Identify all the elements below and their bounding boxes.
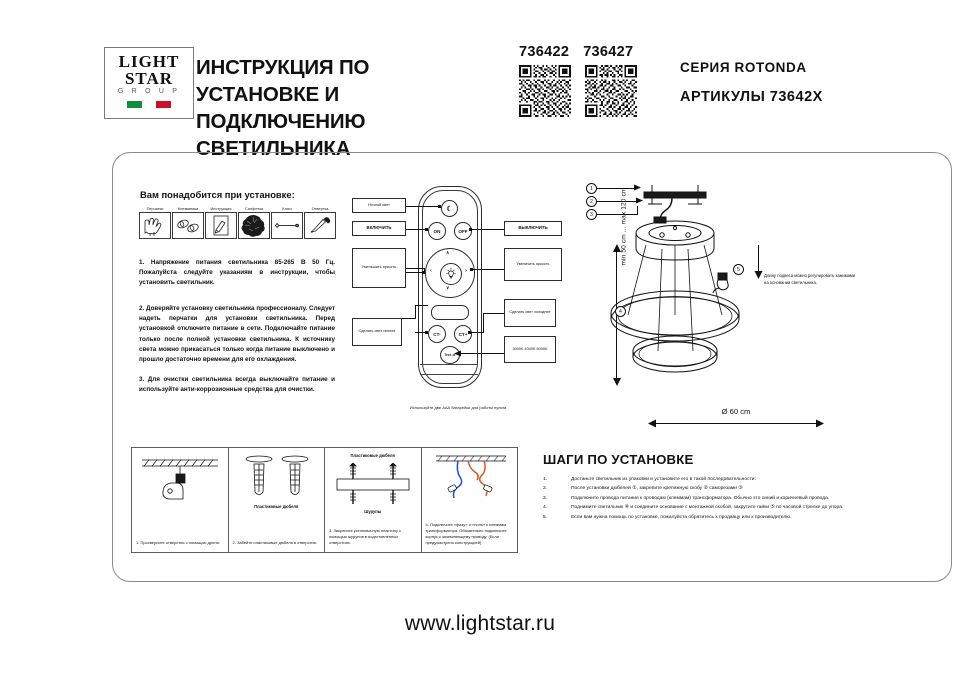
off-label: OFF — [458, 228, 468, 234]
tool-label: Инструкция — [210, 206, 232, 211]
product-code-2: 736427 — [583, 44, 634, 60]
bulb-icon — [441, 264, 461, 284]
arrow-head-icon — [636, 197, 644, 205]
tool-label: Отвертка — [311, 206, 329, 211]
power-on-button[interactable] — [428, 222, 446, 240]
tool-screwdriver — [304, 205, 336, 239]
tool-manual — [205, 205, 237, 239]
step-sublabel-top: Пластиковые дюбеля — [350, 453, 395, 458]
cold-light-label: Сделать свет холоднее — [504, 299, 556, 327]
moon-icon: ☾ — [446, 205, 453, 213]
step-panels — [131, 447, 518, 553]
tool-label: Ключ — [282, 206, 292, 211]
battery-note: Используйте две ААА батарейки для работы пульта — [409, 405, 507, 410]
cloth-icon — [239, 213, 269, 238]
tools-heading: Вам понадобится при установке: — [140, 189, 295, 200]
step-number: 3. — [543, 495, 548, 501]
arrow-head-icon — [454, 349, 463, 358]
product-codes — [519, 44, 649, 117]
warm-light-label: Сделать свет теплее — [352, 318, 402, 346]
callout-4: 4 — [615, 306, 626, 317]
step-caption: 3. Закрепите установочную пластину с помощью шурупов в подготовленных отверстиях. — [329, 528, 401, 545]
install-step-item — [543, 476, 873, 484]
remote-blank-pill — [431, 305, 469, 320]
step-sublabel: Пластиковые дюбеля — [254, 504, 299, 509]
step-panel-3 — [325, 448, 422, 552]
step-text: Достаньте светильник из упаковки и установите его в такой последовательности: — [571, 477, 756, 482]
lightstar-logo — [104, 47, 194, 119]
step-text: После установки дюбелей ①, закрепите крепежную скобу ② саморезами ③ — [571, 486, 743, 492]
turn-on-label: ВКЛЮЧИТЬ — [352, 221, 406, 236]
page-title: ИНСТРУКЦИЯ ПО УСТАНОВКЕ И ПОДКЛЮЧЕНИЮ СВЕТИЛЬНИКА — [196, 56, 370, 161]
step-panel-2 — [229, 448, 326, 552]
left-arrow-icon: ‹ — [430, 268, 432, 274]
down-arrow-icon: ∨ — [446, 285, 450, 290]
install-steps-list — [543, 476, 873, 523]
right-arrow-icon: › — [465, 268, 467, 274]
italian-flag-icon — [127, 101, 171, 108]
warning-paragraph-3: 3. Для очистки светильника всегда выключайте питание и используйте анти-коррозионные средства для очистки. — [139, 376, 335, 394]
height-dimension-label: min 50 cm ... max 120 cm — [620, 187, 628, 266]
step-panel-4 — [422, 448, 518, 552]
up-arrow-icon: ∧ — [446, 250, 450, 255]
lamp-drawing — [566, 165, 866, 430]
step-caption: 2. Забейте пластиковые дюбеля в отверстия. — [232, 540, 317, 545]
series-info — [680, 60, 910, 105]
mounting-plate-icon — [325, 463, 421, 507]
lamp-dimension-diagram — [566, 165, 866, 430]
install-step-item — [543, 495, 873, 503]
drill-ceiling-icon — [132, 450, 228, 510]
ct-minus-label: CT- — [433, 331, 441, 337]
warning-paragraph-2: 2. Доверяйте установку светильника профессионалу. Следует надеть перчатки для установки светильника. Перед установкой отключите питание в сети. Подключайте питание только после полной установки светильника. К источнику света можно прикасаться только когда питание выключено и прошло достаточно времени для его охлаждения. — [139, 305, 336, 363]
step-number: 1. — [543, 477, 548, 482]
screwdriver-icon — [305, 213, 335, 238]
tool-gloves — [139, 205, 171, 239]
brightness-center-button[interactable] — [440, 263, 462, 285]
tool-cloth — [238, 205, 270, 239]
qr-code-icon-1 — [519, 65, 571, 117]
series-name: СЕРИЯ ROTONDA — [680, 60, 807, 75]
logo-line-1: LIGHT — [118, 52, 180, 71]
mode-label: Tect. or — [444, 353, 456, 357]
manual-icon — [206, 213, 236, 238]
callout-5: 5 — [733, 264, 744, 275]
step-caption: 4. Подключите «фазу» и «ноль» к клеммам трансформатора. Обязательно подключите корпус к заземляющему проводу. (Если предусмотрено конструкцией) — [425, 522, 507, 545]
step-number: 2. — [543, 486, 548, 492]
install-steps-title: ШАГИ ПО УСТАНОВКЕ — [543, 452, 694, 467]
dim-arrow-left-icon — [648, 419, 657, 429]
color-temp-plus-button[interactable] — [454, 325, 472, 343]
callout-1: 1 — [586, 183, 597, 194]
install-step-item — [543, 504, 873, 512]
step-text: Поднимите светильник ④ и соедините основание с монтажной скобой, закрутите гайки ⑤ по часовой стрелке до упора. — [571, 505, 844, 511]
step-number: 5. — [543, 514, 548, 520]
remote-control-diagram — [352, 186, 564, 414]
callout-2: 2 — [586, 196, 597, 207]
arrow-head-icon — [634, 184, 642, 192]
step-text: Подключите провода питания к проводам (клеммам) трансформатора. Обычно это синий и коричневый провода. — [571, 495, 830, 501]
gloves-icon — [140, 213, 170, 238]
warning-paragraph-1: 1. Напряжение питания светильника 85-265 В 50 Гц. Пожалуйста следуйте указаниям в инструкции, чтобы установить светильник. — [139, 259, 335, 287]
article-number: АРТИКУЛЫ 73642X — [680, 89, 823, 105]
tool-terminal-block — [172, 205, 204, 239]
logo-line-3: G R O U P — [117, 88, 181, 95]
night-light-label: Ночной свет — [352, 198, 406, 213]
tool-wrench — [271, 205, 303, 239]
callout-3: 3 — [586, 209, 597, 220]
decrease-brightness-label: Уменьшить яркость — [352, 248, 406, 288]
wrench-icon — [272, 213, 302, 238]
step-panel-1 — [132, 448, 229, 552]
dim-arrow-right-icon — [815, 419, 824, 429]
header — [0, 0, 960, 161]
logo-line-2: STAR — [124, 69, 174, 88]
step-caption: 1. Просверлите отверстия с помощью дрели. — [136, 540, 220, 545]
wiring-icon — [422, 450, 518, 502]
night-light-button[interactable] — [441, 200, 458, 217]
tool-label: Клеммники — [177, 206, 199, 211]
step-number: 4. — [543, 505, 548, 511]
dowel-icon — [229, 452, 325, 504]
diameter-label: Ø 60 cm — [721, 407, 751, 416]
turn-off-label: ВЫКЛЮЧИТЬ — [504, 221, 562, 236]
suspension-note: Длину подвеса можно регулировать зажимами на основании светильника. — [764, 273, 856, 285]
step-text: Если вам нужна помощь по установке, пожалуйста обратитесь к продавцу или к производителю. — [571, 514, 792, 520]
qr-code-icon-2 — [585, 65, 637, 117]
color-temp-values-label: 3000K 4000K 6000K — [504, 336, 556, 363]
power-off-button[interactable] — [454, 222, 472, 240]
increase-brightness-label: Увеличить яркость — [504, 248, 562, 281]
dpad-ring[interactable] — [425, 248, 475, 298]
install-step-item — [543, 514, 873, 522]
install-step-item — [543, 485, 873, 493]
website-url: www.lightstar.ru — [404, 612, 556, 635]
ct-plus-label: CT+ — [458, 331, 468, 337]
tool-label: Перчатки — [146, 206, 164, 211]
arrow-head-icon — [754, 270, 763, 279]
terminal-block-icon — [173, 213, 203, 238]
diameter-line — [654, 423, 818, 424]
color-temp-minus-button[interactable] — [428, 325, 446, 343]
product-code-1: 736422 — [519, 44, 570, 60]
on-label: ON — [433, 228, 441, 234]
tool-label: Салфетка — [244, 206, 264, 211]
step-sublabel-bottom: Шурупы — [364, 509, 382, 514]
